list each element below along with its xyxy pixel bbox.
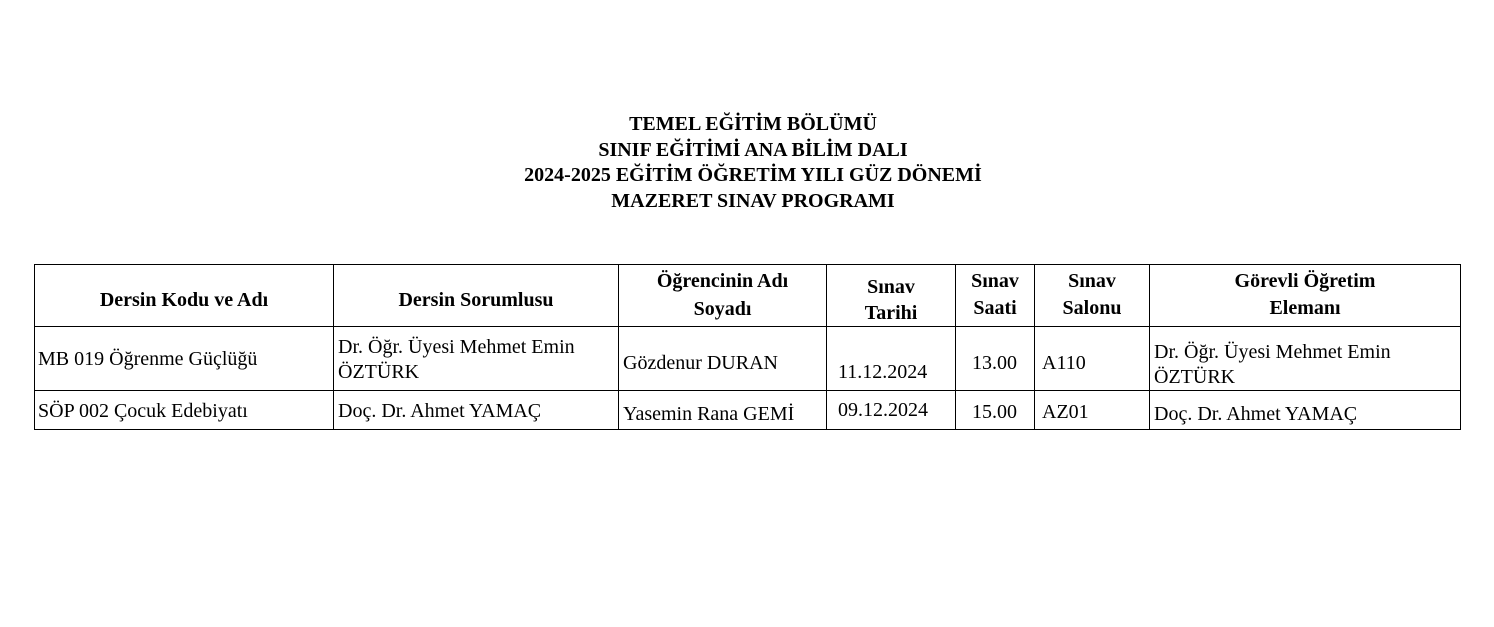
- cell-responsible: Dr. Öğr. Üyesi Mehmet Emin ÖZTÜRK: [334, 327, 619, 391]
- cell-exam-room: AZ01: [1035, 391, 1150, 430]
- table-row: [35, 327, 1461, 391]
- cell-student: Gözdenur DURAN: [619, 327, 827, 391]
- cell-exam-room: A110: [1035, 327, 1150, 391]
- heading-academic-year: 2024-2025 EĞİTİM ÖĞRETİM YILI GÜZ DÖNEMİ: [524, 164, 982, 186]
- header-responsible: Dersin Sorumlusu: [334, 265, 619, 327]
- header-exam-room: Sınav Salonu: [1035, 265, 1150, 327]
- cell-course: MB 019 Öğrenme Güçlüğü: [35, 327, 334, 391]
- cell-exam-time: 13.00: [956, 327, 1035, 391]
- cell-staff: Doç. Dr. Ahmet YAMAÇ: [1150, 391, 1461, 430]
- document-heading: [0, 112, 1494, 214]
- cell-responsible: Doç. Dr. Ahmet YAMAÇ: [334, 391, 619, 430]
- heading-department: TEMEL EĞİTİM BÖLÜMÜ: [629, 113, 877, 135]
- table-header-row: [35, 265, 1461, 327]
- cell-exam-date: 09.12.2024: [827, 391, 956, 430]
- header-staff: Görevli Öğretim Elemanı: [1150, 265, 1461, 327]
- table-row: [35, 391, 1461, 430]
- cell-exam-time: 15.00: [956, 391, 1035, 430]
- header-student: Öğrencinin Adı Soyadı: [619, 265, 827, 327]
- header-exam-time: Sınav Saati: [956, 265, 1035, 327]
- header-course: Dersin Kodu ve Adı: [35, 265, 334, 327]
- cell-staff: Dr. Öğr. Üyesi Mehmet Emin ÖZTÜRK: [1150, 327, 1461, 391]
- heading-program-title: MAZERET SINAV PROGRAMI: [611, 189, 895, 212]
- heading-division: SINIF EĞİTİMİ ANA BİLİM DALI: [598, 138, 908, 161]
- cell-course: SÖP 002 Çocuk Edebiyatı: [35, 391, 334, 430]
- exam-schedule-table: [34, 264, 1461, 430]
- cell-student: Yasemin Rana GEMİ: [619, 391, 827, 430]
- header-exam-date: Sınav Tarihi: [827, 265, 956, 327]
- cell-exam-date: 11.12.2024: [827, 327, 956, 391]
